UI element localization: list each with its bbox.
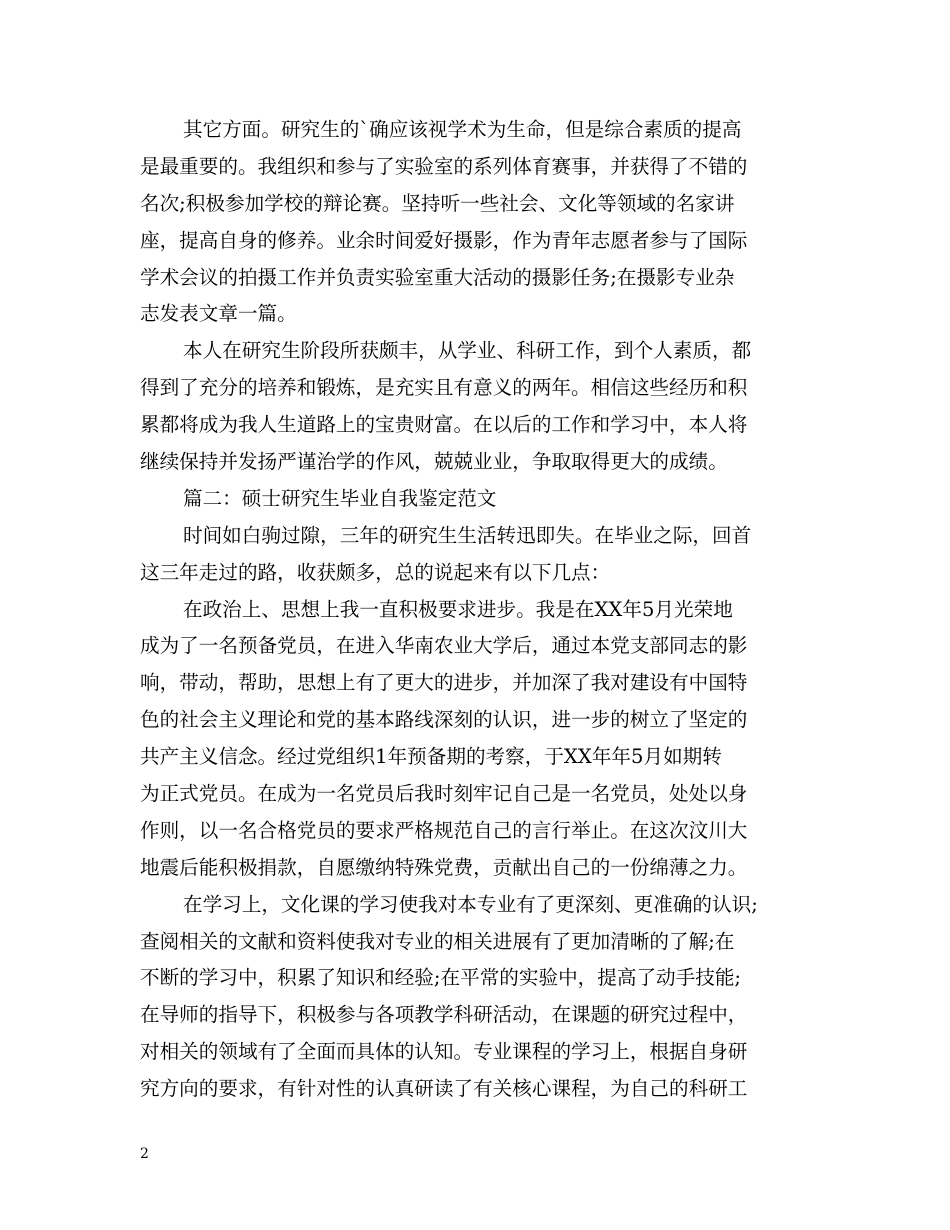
text-line: 名次;积极参加学校的辩论赛。坚持听一些社会、文化等领域的名家讲 (140, 191, 735, 215)
paragraph-first-line: 在学习上，文化课的学习使我对本专业有了更深刻、更准确的认识; (183, 892, 758, 916)
text-line: 得到了充分的培养和锻炼，是充实且有意义的两年。相信这些经历和积 (140, 376, 748, 400)
text-line: 共产主义信念。经过党组织1年预备期的考察，于XX年年5月如期转 (140, 745, 722, 769)
text-line: 究方向的要求，有针对性的认真研读了有关核心课程，为自己的科研工 (140, 1077, 748, 1101)
text-line: 地震后能积极捐款，自愿缴纳特殊党费，贡献出自己的一份绵薄之力。 (140, 855, 748, 879)
text-line: 累都将成为我人生道路上的宝贵财富。在以后的工作和学习中，本人将 (140, 413, 748, 437)
text-line: 不断的学习中，积累了知识和经验;在平常的实验中，提高了动手技能; (140, 966, 742, 990)
text-line: 响，带动，帮助，思想上有了更大的进步，并加深了我对建设有中国特 (140, 671, 748, 695)
text-line: 对相关的领域有了全面而具体的认知。专业课程的学习上，根据自身研 (140, 1040, 748, 1064)
document-body (140, 112, 820, 1108)
paragraph-first-line: 篇二：硕士研究生毕业自我鉴定范文 (183, 486, 497, 510)
text-line: 作则，以一名合格党员的要求严格规范自己的言行举止。在这次汶川大 (140, 818, 748, 842)
paragraph-first-line: 时间如白驹过隙，三年的研究生生活转迅即失。在毕业之际，回首 (183, 523, 752, 547)
text-line: 在导师的指导下，积极参与各项教学科研活动，在课题的研究过程中， (140, 1003, 748, 1027)
paragraph-first-line: 本人在研究生阶段所获颇丰，从学业、科研工作，到个人素质，都 (183, 339, 752, 363)
paragraph-first-line: 在政治上、思想上我一直积极要求进步。我是在XX年5月光荣地 (183, 597, 733, 621)
text-line: 查阅相关的文献和资料使我对专业的相关进展有了更加清晰的了解;在 (140, 929, 735, 953)
text-line: 继续保持并发扬严谨治学的作风，兢兢业业，争取取得更大的成绩。 (140, 450, 728, 474)
text-line: 学术会议的拍摄工作并负责实验室重大活动的摄影任务;在摄影专业杂 (140, 265, 735, 289)
text-line: 是最重要的。我组织和参与了实验室的系列体育赛事，并获得了不错的 (140, 154, 748, 178)
text-line: 座，提高自身的修养。业余时间爱好摄影，作为青年志愿者参与了国际 (140, 228, 748, 252)
page-number: 2 (140, 1146, 149, 1162)
text-line: 这三年走过的路，收获颇多，总的说起来有以下几点： (140, 560, 611, 584)
text-line: 志发表文章一篇。 (140, 302, 297, 326)
text-line: 色的社会主义理论和党的基本路线深刻的认识，进一步的树立了坚定的 (140, 708, 748, 732)
paragraph-first-line: 其它方面。研究生的`确应该视学术为生命，但是综合素质的提高 (183, 118, 742, 141)
text-line: 为正式党员。在成为一名党员后我时刻牢记自己是一名党员，处处以身 (140, 782, 748, 806)
text-line: 成为了一名预备党员，在进入华南农业大学后，通过本党支部同志的影 (140, 634, 748, 658)
